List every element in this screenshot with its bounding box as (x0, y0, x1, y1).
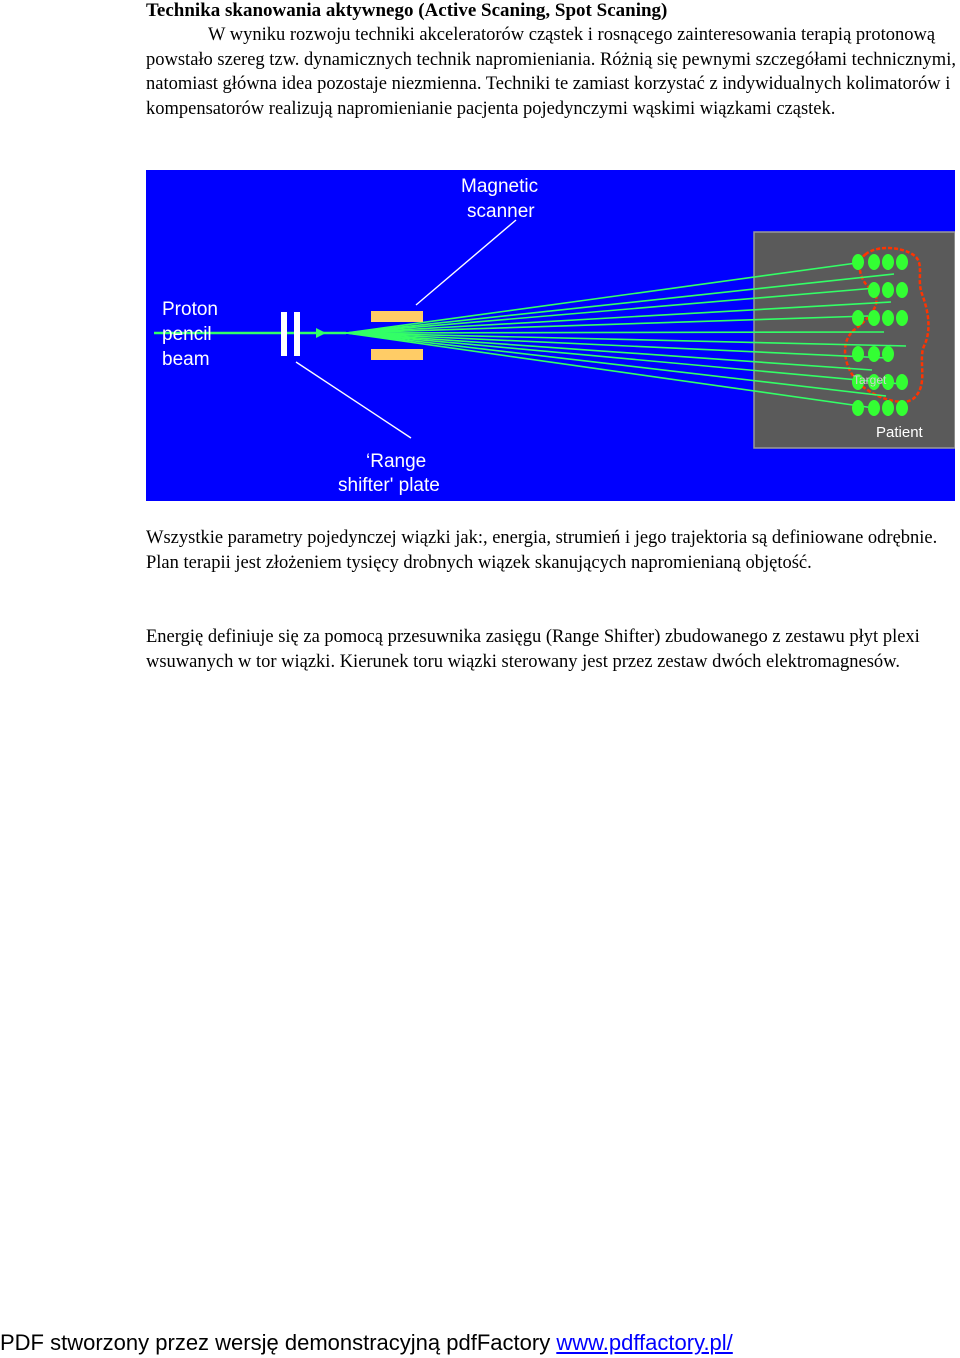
range-shifter-paragraph: Energię definiuje się za pomocą przesuwnika zasięgu (Range Shifter) zbudowanego z zestawu płyt plexi wsuwanych w tor wiązki. Kierunek toru wiązki sterowany jest przez zestaw dwóch elektromagnesów. (146, 627, 920, 672)
dose-spot (868, 400, 880, 416)
pdf-footer (0, 1329, 960, 1357)
dose-spot (852, 254, 864, 270)
dose-spot (896, 254, 908, 270)
dose-spot (868, 310, 880, 326)
magnetic-scanner-pointer (416, 220, 516, 305)
dose-spot (868, 282, 880, 298)
scanned-beamlet (346, 332, 884, 333)
patient-label: Patient (876, 424, 923, 441)
dose-spot (896, 400, 908, 416)
dose-spot (896, 282, 908, 298)
dose-spot (882, 346, 894, 362)
proton-label-line3: beam (162, 349, 210, 370)
dose-spot (882, 282, 894, 298)
beam-arrow (316, 328, 326, 338)
dose-spot (868, 346, 880, 362)
dose-spot (896, 310, 908, 326)
pdffactory-link[interactable]: www.pdffactory.pl/ (556, 1330, 733, 1355)
range-shifter-plate-1 (281, 312, 287, 356)
magnetic-label-line1: Magnetic (461, 176, 539, 197)
scanning-diagram (146, 170, 955, 501)
range-shifter-pointer (296, 362, 411, 438)
dose-spot (882, 310, 894, 326)
range-shifter-plate-2 (294, 312, 300, 356)
dose-spot (852, 310, 864, 326)
proton-label-line1: Proton (162, 299, 218, 320)
dose-spot (896, 374, 908, 390)
magnet-top (371, 311, 423, 322)
magnet-bottom (371, 349, 423, 360)
section-heading: Technika skanowania aktywnego (Active Scaning, Spot Scaning) (146, 0, 668, 21)
range-label-line2: shifter' plate (338, 475, 440, 496)
proton-label-line2: pencil (162, 324, 212, 345)
beam-parameters-paragraph: Wszystkie parametry pojedynczej wiązki jak:, energia, strumień i jego trajektoria są definiowane odrębnie. Plan terapii jest złożeniem tysięcy drobnych wiązek skanujących napromienianą objętość. (146, 528, 938, 573)
target-label: Target (853, 373, 887, 387)
intro-paragraph: W wyniku rozwoju techniki akceleratorów cząstek i rosnącego zainteresowania terapią protonową powstało szereg tzw. dynamicznych technik napromieniania. Różnią się pewnymi szczegółami technicznymi, natomiast główna idea pozostaje niezmienna. Techniki te zamiast korzystać z indywidualnych kolimatorów i kompensatorów realizują napromienianie pacjenta pojedynczymi wąskimi wiązkami cząstek. (146, 25, 956, 119)
dose-spot (882, 400, 894, 416)
dose-spot (852, 346, 864, 362)
footer-text: PDF stworzony przez wersję demonstracyjną pdfFactory (0, 1330, 557, 1355)
magnetic-label-line2: scanner (467, 201, 535, 222)
dose-spot (868, 254, 880, 270)
dose-spot (882, 254, 894, 270)
range-label-line1: ‘Range (366, 451, 427, 472)
dose-spot (852, 400, 864, 416)
